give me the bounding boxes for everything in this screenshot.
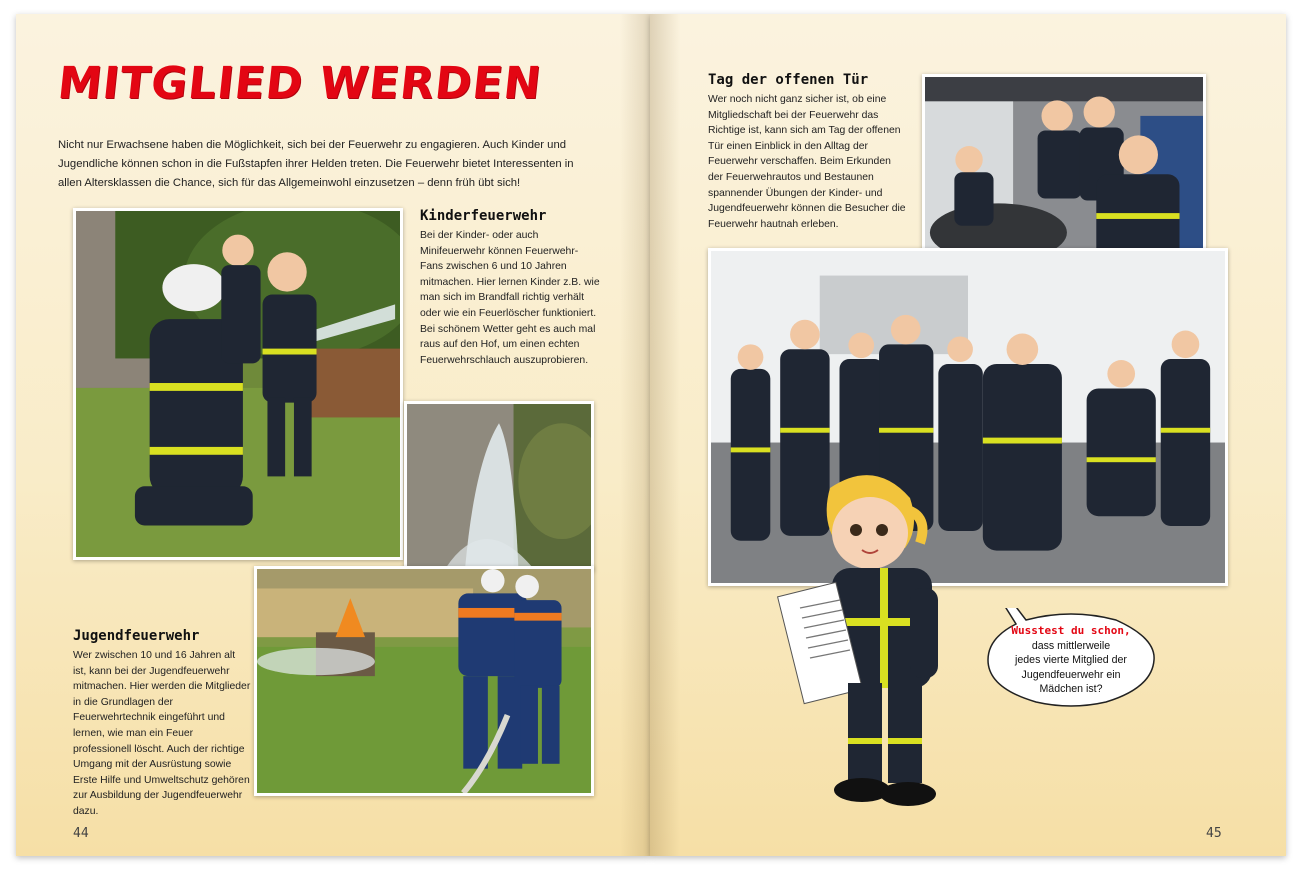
photo-wasserfontaene bbox=[404, 401, 594, 571]
page-gutter-shadow bbox=[650, 14, 680, 856]
photo-kinderfeuerwehr bbox=[73, 208, 403, 560]
speech-bubble bbox=[986, 608, 1156, 708]
text-tag-der-offenen-tuer: Wer noch nicht ganz sicher ist, ob eine Mitgliedschaft bei der Feuerwehr das Richtige ist, kann sich am Tag der offenen Tür einen Einblick in den Alltag der Feuerwehr verschaffen. Beim Erkunden der Feuerwehrautos und Bestaunen spannender Übungen der Kinder- und Jugendfeuerwehr können die Besucher die Feuerwehr hautnah erleben. bbox=[708, 94, 906, 230]
bubble-line: Mädchen ist? bbox=[1039, 683, 1103, 695]
heading-kinderfeuerwehr: Kinderfeuerwehr bbox=[420, 208, 547, 224]
photo-jugendfeuerwehr bbox=[254, 566, 594, 796]
bubble-line: Jugendfeuerwehr ein bbox=[1021, 668, 1121, 681]
mascot-firefighter-girl bbox=[770, 468, 980, 813]
heading-jugendfeuerwehr: Jugendfeuerwehr bbox=[73, 628, 200, 644]
bubble-line: dass mittlerweile bbox=[1031, 639, 1111, 652]
bubble-line: jedes vierte Mitglied der bbox=[1015, 654, 1127, 666]
page-gutter-shadow bbox=[620, 14, 650, 856]
intro-paragraph: Nicht nur Erwachsene haben die Möglichkeit, sich bei der Feuerwehr zu engagieren. Auch Kinder und Jugendliche können schon in die Fußstapfen ihrer Helden treten. Die Feuerwehr bietet Interessenten in allen Altersklassen die Chance, sich für das Allgemeinwohl einzusetzen – denn früh übt sich! bbox=[58, 139, 574, 189]
page-number-right: 45 bbox=[1206, 826, 1222, 841]
heading-tag-der-offenen-tuer: Tag der offenen Tür bbox=[708, 72, 869, 88]
bubble-title: Wusstest du schon, bbox=[1011, 624, 1131, 637]
text-jugendfeuerwehr: Wer zwischen 10 und 16 Jahren alt ist, kann bei der Jugendfeuerwehr mitmachen. Hier werden die Mitglieder in die Grundlagen der Feuerwehrtechnik eingeführt und lernen, wie man ein Feuer professionell löscht. Auch der richtige Umgang mit der Ausrüstung sowie Erste Hilfe und Umweltschutz gehören zur Ausbildung der Jugendfeuerwehr dazu. bbox=[73, 650, 251, 817]
page-number-left: 44 bbox=[73, 826, 89, 841]
page-title: MITGLIED WERDEN bbox=[55, 58, 545, 109]
text-kinderfeuerwehr: Bei der Kinder- oder auch Minifeuerwehr können Feuerwehr-Fans zwischen 6 und 10 Jahren mitmachen. Hier lernen Kinder z.B. wie man sich im Brandfall richtig verhält oder wie ein Feuerlöscher funktioniert. Bei schönem Wetter geht es auch mal raus auf den Hof, um einen echten Feuerwehrschlauch auszuprobieren. bbox=[420, 230, 600, 366]
